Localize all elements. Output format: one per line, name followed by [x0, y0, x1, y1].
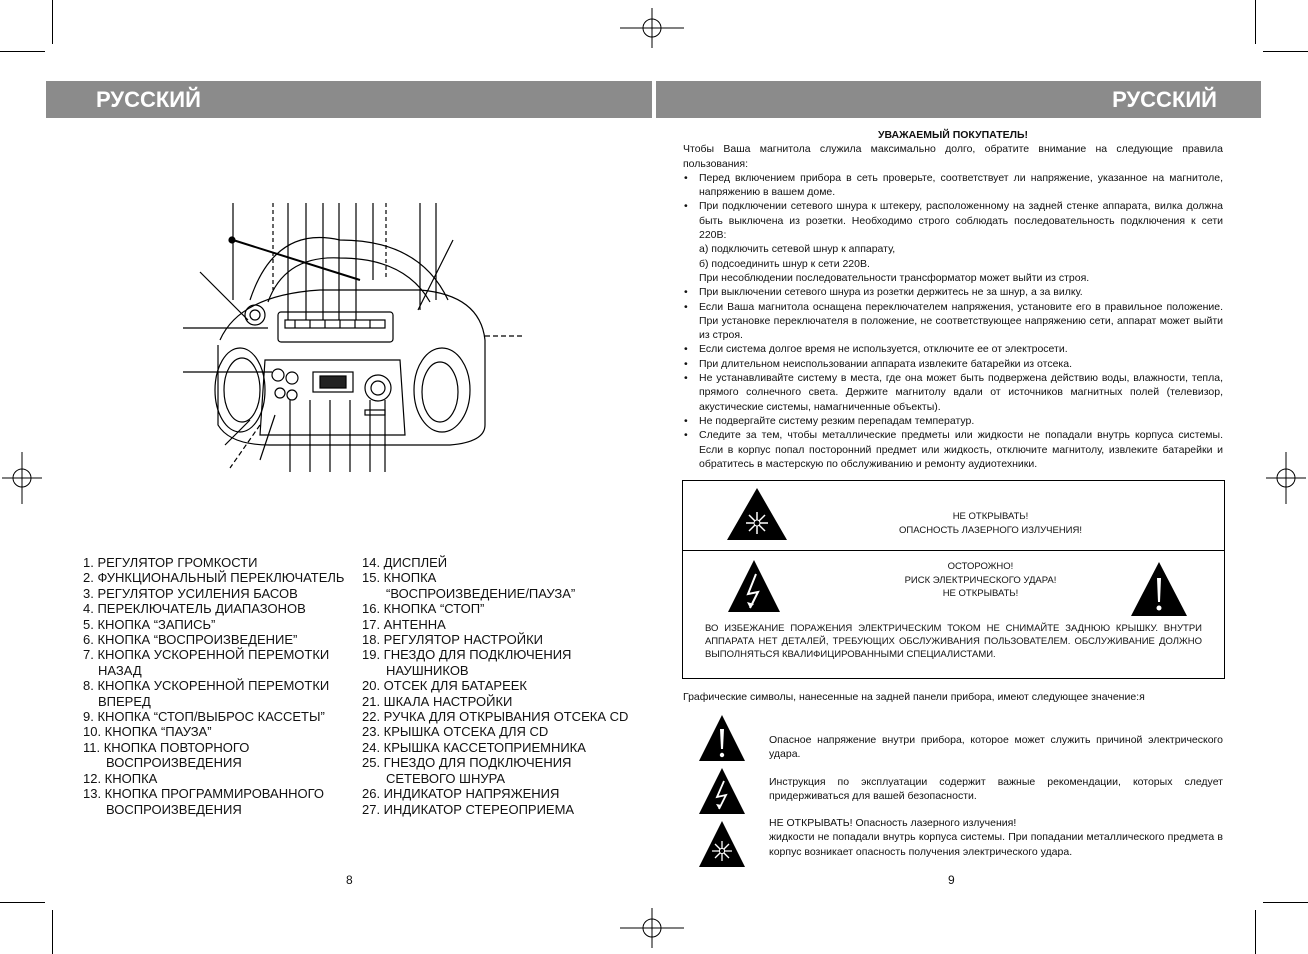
list-item: ВОСПРОИЗВЕДЕНИЯ: [106, 801, 242, 817]
intro-lead: Чтобы Ваша магнитола служила максимально долго, обратите внимание на следующие правила пользования:: [683, 143, 1223, 170]
sub-item: а) подключить сетевой шнур к аппарату,: [699, 243, 896, 256]
header-left-title: РУССКИЙ: [96, 87, 201, 112]
list-item: “ВОСПРОИЗВЕДЕНИЕ/ПАУЗА”: [386, 585, 576, 601]
bullet: • При выключении сетевого шнура из розетки держитесь не за шнур, а за вилку.: [683, 285, 1223, 299]
registration-mark-right: [1266, 452, 1306, 504]
bullet: • При длительном неиспользовании аппарата извлеките батарейки из отсека.: [683, 357, 1223, 371]
lightning-icon: [698, 767, 746, 815]
list-item: 11. КНОПКА ПОВТОРНОГО: [83, 739, 250, 755]
list-item: ВОСПРОИЗВЕДЕНИЯ: [106, 755, 242, 771]
list-item: 27. ИНДИКАТОР СТЕРЕОПРИЕМА: [362, 801, 575, 817]
bullet: • При подключении сетевого шнура к штекеру, расположенному на задней стенке аппарата, вилка должна быть выключена из розетки. Необходимо строго соблюдать последовательность подключения к сети 220В:: [683, 199, 1223, 242]
bullet: • Если Ваша магнитола оснащена переключателем напряжения, установите его в правильное положение. При установке переключателя в положение, не соответствующее напряжению сети, аппарат может выйти из строя.: [683, 300, 1223, 343]
shock-warning-line2: РИСК ЭЛЕКТРИЧЕСКОГО УДАРА!: [904, 574, 1057, 586]
registration-mark-top: [620, 8, 684, 48]
list-item: 3. РЕГУЛЯТОР УСИЛЕНИЯ БАСОВ: [83, 585, 298, 601]
intro-text: [683, 128, 1223, 471]
list-item: НАЗАД: [98, 662, 142, 678]
laser-warning-text: [863, 510, 1118, 537]
symbol-laser-text: [769, 816, 1223, 859]
list-item: 26. ИНДИКАТОР НАПРЯЖЕНИЯ: [362, 786, 560, 802]
laser-warning-line1: НЕ ОТКРЫВАТЬ!: [952, 511, 1029, 522]
page-number-left: 8: [346, 873, 353, 887]
list-item: 2. ФУНКЦИОНАЛЬНЫЙ ПЕРЕКЛЮЧАТЕЛЬ: [83, 570, 345, 586]
list-item: 19. ГНЕЗДО ДЛЯ ПОДКЛЮЧЕНИЯ: [362, 647, 572, 663]
exclamation-warning-icon: [1129, 560, 1189, 618]
header-right-title: РУССКИЙ: [1112, 87, 1217, 112]
list-item: 15. КНОПКА: [362, 570, 437, 586]
list-item: 16. КНОПКА “СТОП”: [362, 601, 485, 617]
parts-list-col2: [362, 555, 628, 817]
page-number-right: 9: [948, 873, 955, 887]
laser-icon: [698, 820, 746, 868]
list-item: 22. РУЧКА ДЛЯ ОТКРЫВАНИЯ ОТСЕКА CD: [362, 709, 629, 725]
registration-mark-left: [2, 452, 42, 504]
exclamation-icon: [698, 714, 746, 762]
list-item: 18. РЕГУЛЯТОР НАСТРОЙКИ: [362, 632, 543, 648]
lightning-warning-icon: [726, 558, 782, 614]
header-left: [46, 81, 652, 118]
symbol-lightning-text: Инструкция по эксплуатации содержит важные рекомендации, которых следует придерживаться для вашей безопасности.: [769, 776, 1223, 803]
parts-list-col1: [83, 555, 344, 817]
list-item: 24. КРЫШКА КАССЕТОПРИЕМНИКА: [362, 739, 586, 755]
list-item: 25. ГНЕЗДО ДЛЯ ПОДКЛЮЧЕНИЯ: [362, 755, 572, 771]
list-item: 9. КНОПКА “СТОП/ВЫБРОС КАССЕТЫ”: [83, 709, 325, 725]
shock-warning-text: [853, 560, 1108, 601]
list-item: 7. КНОПКА УСКОРЕННОЙ ПЕРЕМОТКИ: [83, 647, 330, 663]
list-item: 21. ШКАЛА НАСТРОЙКИ: [362, 693, 513, 709]
list-item: СЕТЕВОГО ШНУРА: [386, 770, 506, 786]
symbol-laser-line2: жидкости не попадали внутрь корпуса системы. При попадании металлического предмета в корпус возникает опасность получения электрического удара.: [769, 831, 1223, 858]
list-item: 5. КНОПКА “ЗАПИСЬ”: [83, 616, 216, 632]
sub-item: б) подсоединить шнур к сети 220В.: [699, 257, 870, 270]
laser-warning-icon: [725, 486, 789, 542]
bullet: • Перед включением прибора в сеть проверьте, соответствует ли напряжение, указанное на магнитоле, напряжению в вашем доме.: [683, 171, 1223, 200]
header-right: [656, 81, 1261, 118]
symbols-intro: Графические символы, нанесенные на задней панели прибора, имеют следующее значение:я: [683, 691, 1145, 703]
symbol-laser-line1: НЕ ОТКРЫВАТЬ! Опасность лазерного излучения!: [769, 817, 1017, 829]
list-item: 10. КНОПКА “ПАУЗА”: [83, 724, 212, 740]
bullet: • Следите за тем, чтобы металлические предметы или жидкости не попадали внутрь корпуса системы. Если в корпус попал посторонний предмет или жидкость, отключите магнитолу, извлеките батарейки и обратитесь в мастерскую по обслуживанию и ремонту аудиотехники.: [683, 428, 1223, 471]
bullet: • Не подвергайте систему резким перепадам температур.: [683, 414, 1223, 428]
list-item: 1. РЕГУЛЯТОР ГРОМКОСТИ: [83, 555, 258, 570]
laser-warning-line2: ОПАСНОСТЬ ЛАЗЕРНОГО ИЗЛУЧЕНИЯ!: [898, 524, 1083, 536]
list-item: 17. АНТЕННА: [362, 616, 446, 632]
list-item: 20. ОТСЕК ДЛЯ БАТАРЕЕК: [362, 678, 527, 694]
shock-warning-line1: ОСТОРОЖНО!: [947, 561, 1014, 572]
symbol-exclamation-text: Опасное напряжение внутри прибора, которое может служить причиной электрического удара.: [769, 734, 1223, 761]
shock-warning-line3: НЕ ОТКРЫВАТЬ!: [942, 588, 1019, 599]
list-item: 12. КНОПКА: [83, 770, 158, 786]
boombox-illustration: [180, 200, 530, 475]
bullet: • Не устанавливайте систему в места, где она может быть подвержена действию воды, влажности, тепла, прямого солнечного света. Держите магнитолу вдали от источников магнитных полей (телевизор, акустические системы, намагниченные объекты).: [683, 371, 1223, 414]
sub-note: При несоблюдении последовательности трансформатор может выйти из строя.: [699, 271, 1090, 284]
bullet: • Если система долгое время не используется, отключите ее от электросети.: [683, 342, 1223, 356]
list-item: НАУШНИКОВ: [386, 662, 469, 678]
shock-warning-box: [682, 550, 1225, 679]
list-item: 23. КРЫШКА ОТСЕКА ДЛЯ CD: [362, 724, 549, 740]
list-item: 6. КНОПКА “ВОСПРОИЗВЕДЕНИЕ”: [83, 632, 298, 648]
laser-warning-box: [682, 480, 1225, 551]
intro-title: УВАЖАЕМЫЙ ПОКУПАТЕЛЬ!: [877, 129, 1029, 141]
list-item: 4. ПЕРЕКЛЮЧАТЕЛЬ ДИАПАЗОНОВ: [83, 601, 306, 617]
list-item: ВПЕРЕД: [98, 693, 151, 709]
list-item: 13. КНОПКА ПРОГРАММИРОВАННОГО: [83, 786, 325, 802]
list-item: 8. КНОПКА УСКОРЕННОЙ ПЕРЕМОТКИ: [83, 678, 330, 694]
shock-warning-notice: ВО ИЗБЕЖАНИЕ ПОРАЖЕНИЯ ЭЛЕКТРИЧЕСКИМ ТОКОМ НЕ СНИМАЙТЕ ЗАДНЮЮ КРЫШКУ. ВНУТРИ АППАРАТА НЕТ ДЕТАЛЕЙ, ТРЕБУЮЩИХ ОБСЛУЖИВАНИЯ ПОЛЬЗОВАТЕЛЕМ. ОБСЛУЖИВАНИЕ ДОЛЖНО ВЫПОЛНЯТЬСЯ КВАЛИФИЦИРОВАННЫМИ СПЕЦИАЛИСТАМИ.: [705, 623, 1202, 660]
list-item: 14. ДИСПЛЕЙ: [362, 555, 448, 570]
registration-mark-bottom: [620, 908, 684, 948]
